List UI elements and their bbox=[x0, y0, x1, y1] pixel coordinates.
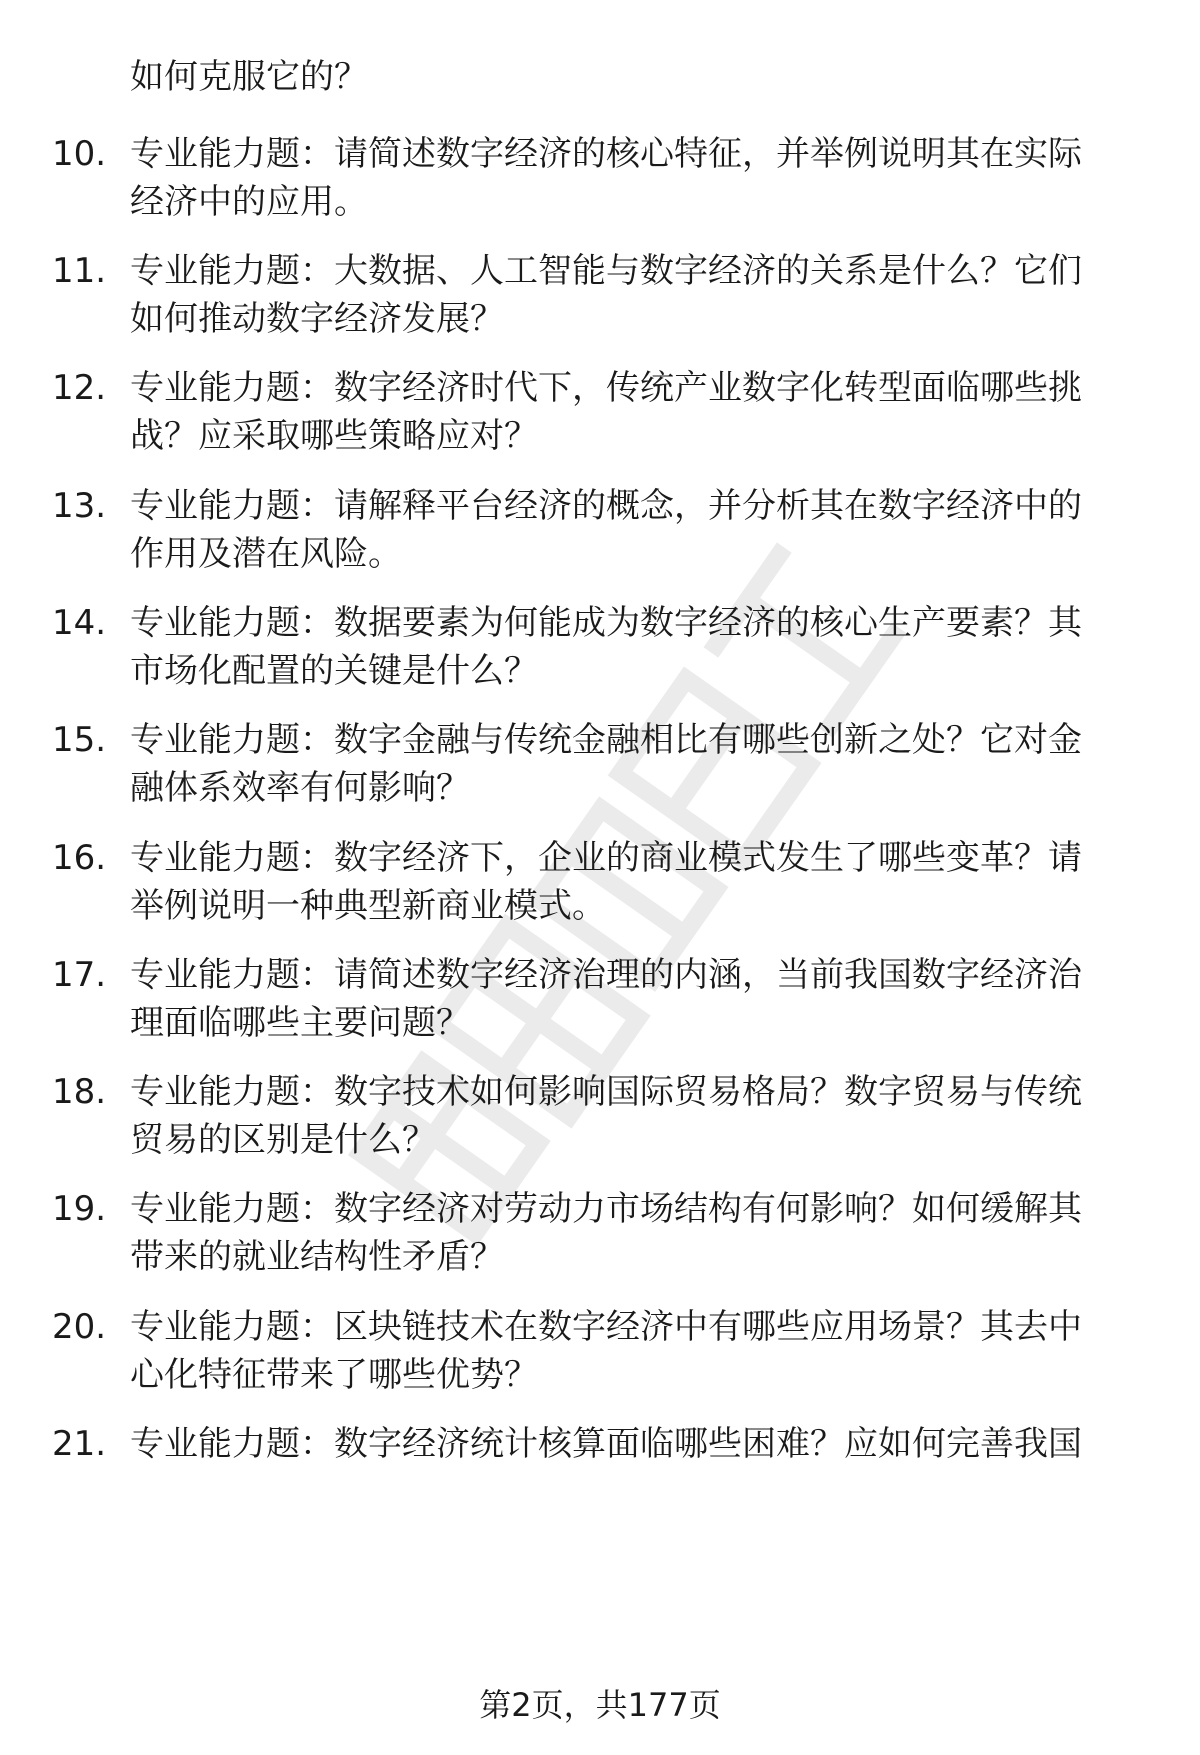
question-number: 21. bbox=[52, 1424, 107, 1464]
question-number: 11. bbox=[52, 251, 107, 291]
question-text-line: 专业能力题：大数据、人工智能与数字经济的关系是什么？它们 bbox=[130, 251, 1082, 291]
question-item bbox=[0, 950, 1200, 1050]
question-text-line: 经济中的应用。 bbox=[130, 182, 368, 222]
question-item bbox=[0, 715, 1200, 815]
question-item bbox=[0, 1302, 1200, 1402]
question-text-line: 融体系效率有何影响？ bbox=[130, 768, 470, 808]
question-number: 19. bbox=[52, 1189, 107, 1229]
question-text-line: 专业能力题：数据要素为何能成为数字经济的核心生产要素？其 bbox=[130, 603, 1082, 643]
question-number: 16. bbox=[52, 838, 107, 878]
question-text-line: 专业能力题：请简述数字经济治理的内涵，当前我国数字经济治 bbox=[130, 955, 1082, 995]
question-text-line: 如何克服它的？ bbox=[130, 57, 368, 97]
question-number: 14. bbox=[52, 603, 107, 643]
question-item bbox=[0, 1419, 1200, 1479]
question-item bbox=[0, 246, 1200, 346]
question-text-line: 专业能力题：请简述数字经济的核心特征，并举例说明其在实际 bbox=[130, 134, 1082, 174]
question-text-line: 专业能力题：区块链技术在数字经济中有哪些应用场景？其去中 bbox=[130, 1307, 1082, 1347]
question-text-line: 专业能力题：请解释平台经济的概念，并分析其在数字经济中的 bbox=[130, 486, 1082, 526]
question-text-line: 市场化配置的关键是什么？ bbox=[130, 651, 538, 691]
question-text-line: 举例说明一种典型新商业模式。 bbox=[130, 886, 606, 926]
question-text-line: 专业能力题：数字经济统计核算面临哪些困难？应如何完善我国 bbox=[130, 1424, 1082, 1464]
question-item bbox=[0, 1184, 1200, 1284]
question-item bbox=[0, 363, 1200, 463]
question-item bbox=[0, 1067, 1200, 1167]
question-text-line: 作用及潜在风险。 bbox=[130, 534, 402, 574]
page-footer: 第2页，共177页 bbox=[479, 1686, 721, 1724]
question-item bbox=[0, 833, 1200, 933]
question-text-line: 专业能力题：数字金融与传统金融相比有哪些创新之处？它对金 bbox=[130, 720, 1082, 760]
question-text-line: 理面临哪些主要问题？ bbox=[130, 1003, 470, 1043]
question-text-line: 专业能力题：数字经济下，企业的商业模式发生了哪些变革？请 bbox=[130, 838, 1082, 878]
question-text-line: 专业能力题：数字技术如何影响国际贸易格局？数字贸易与传统 bbox=[130, 1072, 1082, 1112]
question-number: 13. bbox=[52, 486, 107, 526]
question-number: 17. bbox=[52, 955, 107, 995]
question-text-line: 如何推动数字经济发展？ bbox=[130, 299, 504, 339]
question-item bbox=[0, 129, 1200, 229]
question-number: 20. bbox=[52, 1307, 107, 1347]
question-number: 18. bbox=[52, 1072, 107, 1112]
question-text-line: 带来的就业结构性矛盾？ bbox=[130, 1237, 504, 1277]
question-text-line: 心化特征带来了哪些优势？ bbox=[130, 1355, 538, 1395]
question-item bbox=[0, 598, 1200, 698]
question-number: 15. bbox=[52, 720, 107, 760]
question-text-line: 战？应采取哪些策略应对？ bbox=[130, 416, 538, 456]
question-number: 12. bbox=[52, 368, 107, 408]
question-number: 10. bbox=[52, 134, 107, 174]
question-item bbox=[0, 481, 1200, 581]
question-text-line: 贸易的区别是什么？ bbox=[130, 1120, 436, 1160]
question-text-line: 专业能力题：数字经济时代下，传统产业数字化转型面临哪些挑 bbox=[130, 368, 1082, 408]
question-text-line: 专业能力题：数字经济对劳动力市场结构有何影响？如何缓解其 bbox=[130, 1189, 1082, 1229]
